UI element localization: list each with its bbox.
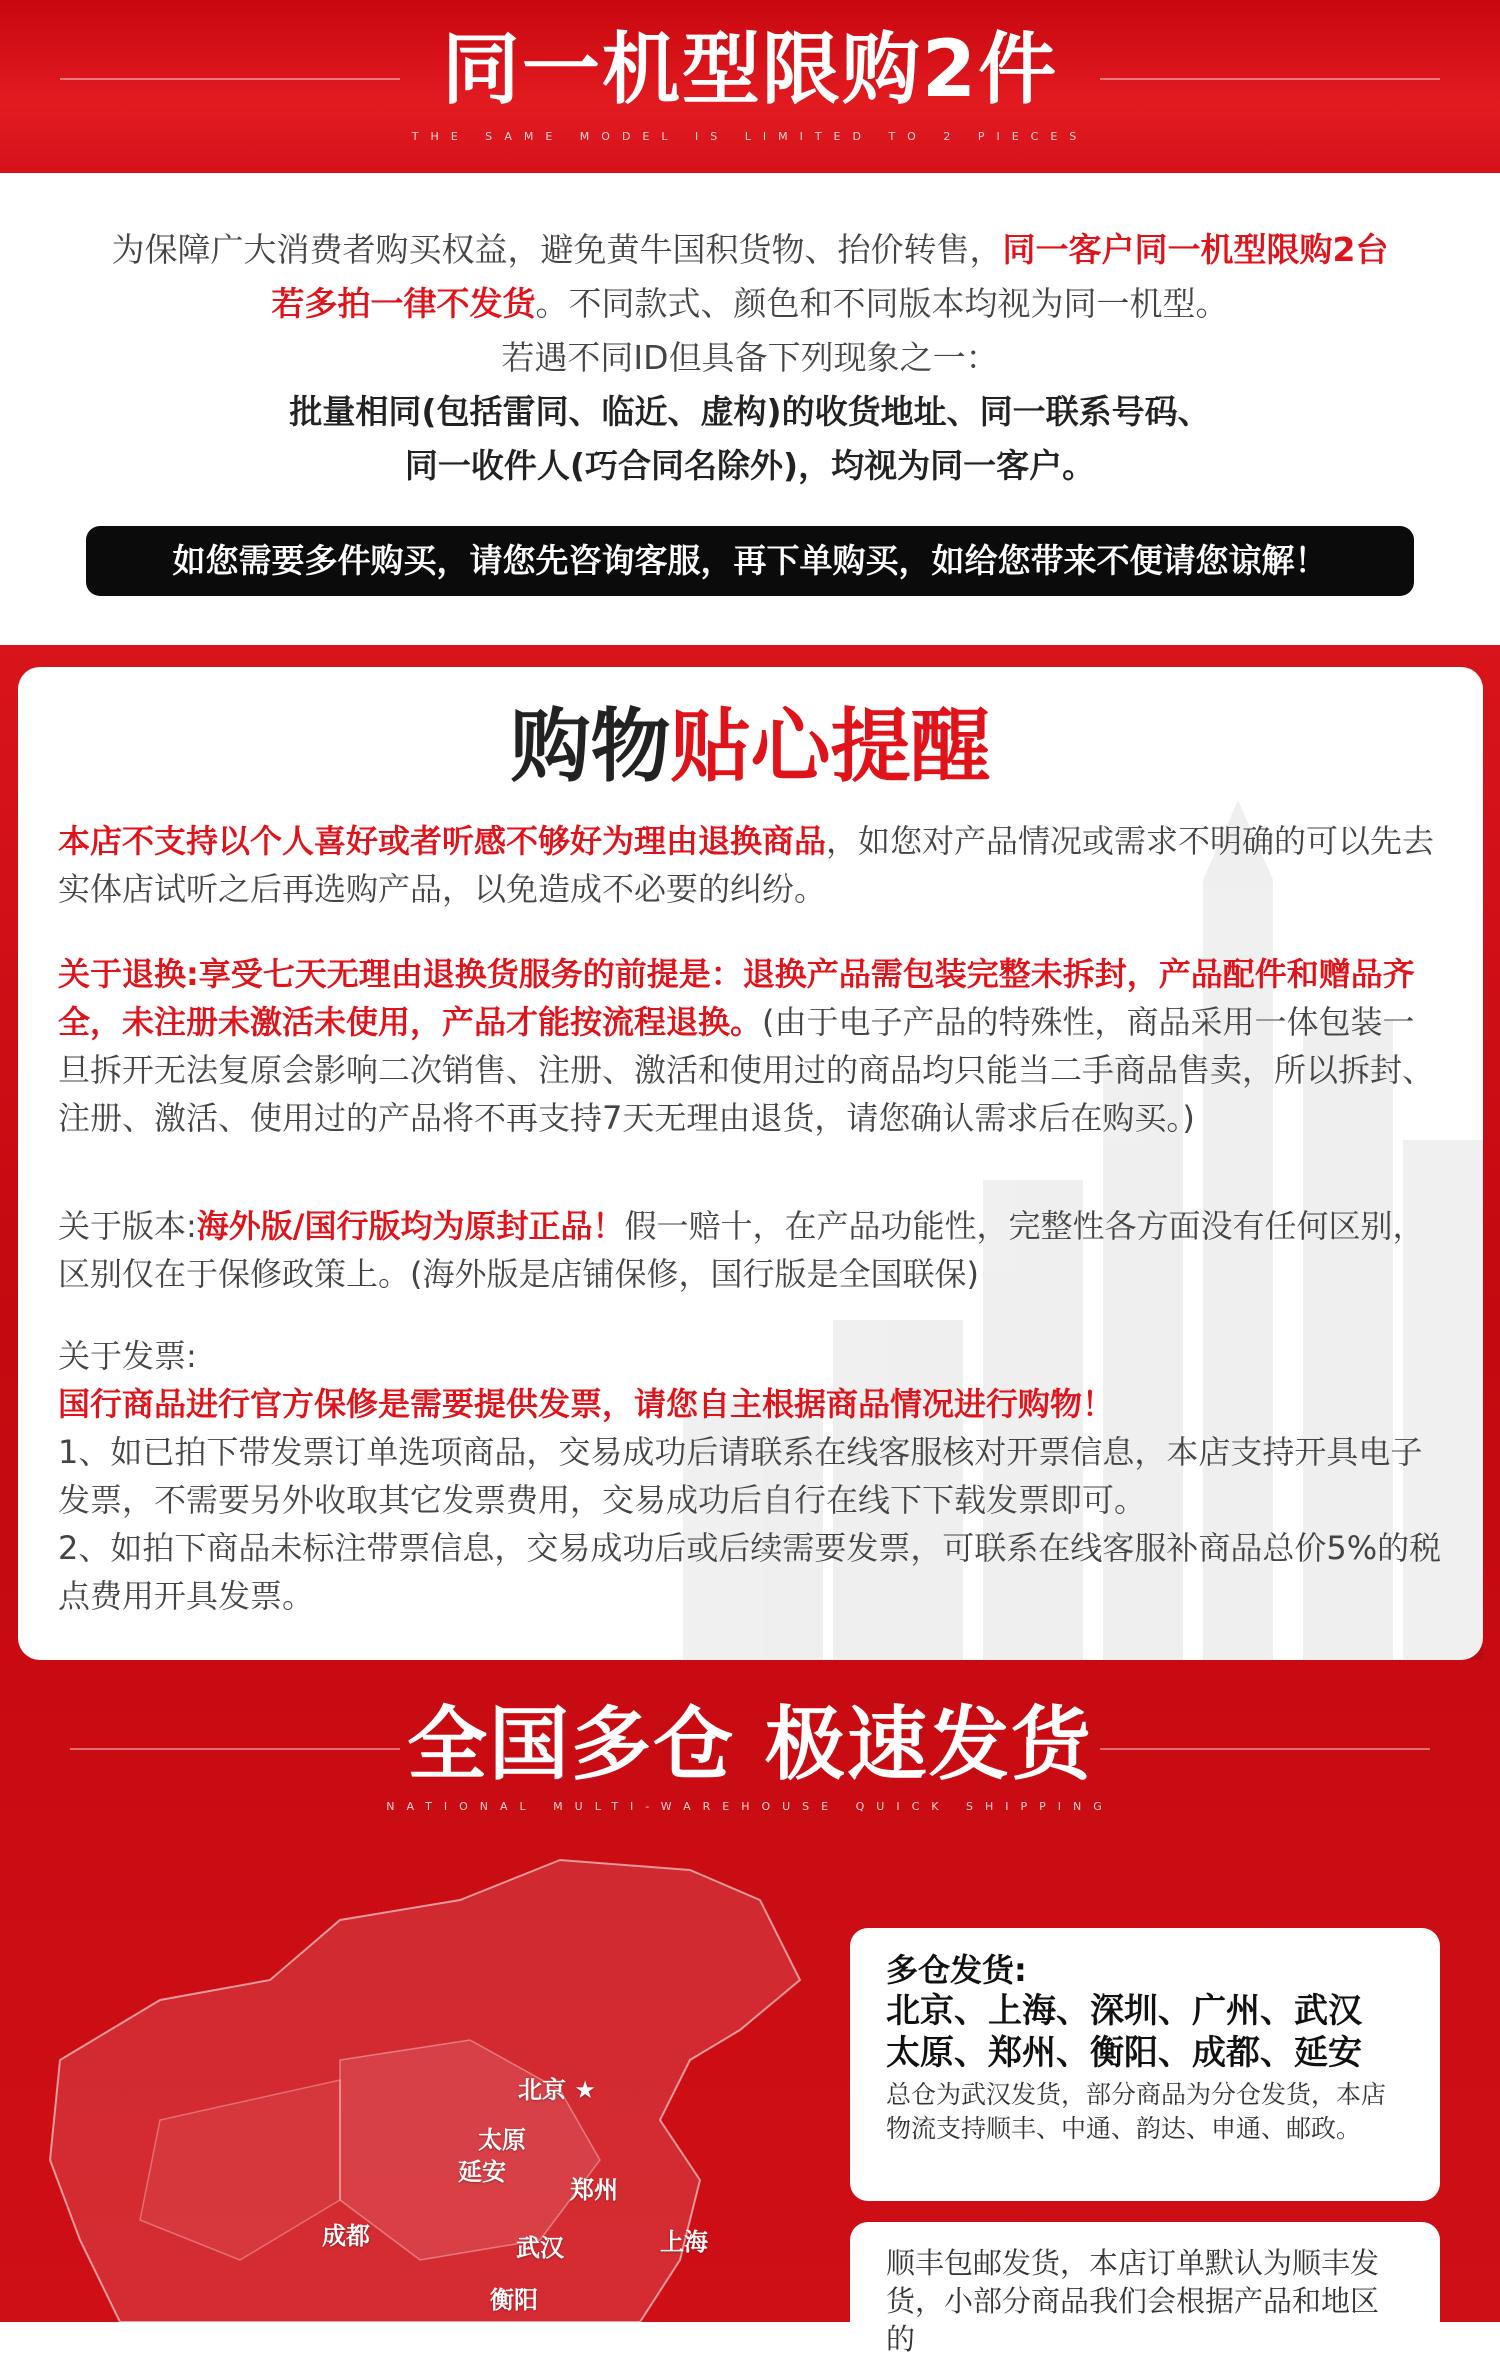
limit-line-2	[40, 277, 1460, 331]
reminder-para-3-prefix: 关于版本:	[58, 1207, 197, 1245]
reminder-para-2	[58, 950, 1443, 1142]
map-city-chengdu: 成都	[322, 2222, 370, 2250]
invoice-heading: 关于发票:	[58, 1337, 197, 1375]
limit-line-1	[40, 223, 1460, 277]
limit-line-3: 若遇不同ID但具备下列现象之一：	[501, 338, 999, 377]
warehouse-note: 总仓为武汉发货，部分商品为分仓发货，本店物流支持顺丰、中通、韵达、申通、邮政。	[886, 2080, 1387, 2143]
shopping-reminder-card	[18, 667, 1483, 1660]
limit-line-4: 批量相同(包括雷同、临近、虚构)的收货地址、同一联系号码、	[289, 392, 1211, 431]
reminder-para-4	[58, 1332, 1443, 1620]
map-city-shanghai: 上海	[660, 2228, 708, 2256]
reminder-para-1-normal: ，如您对产品情况或需求不明确的可以先去实体店试听之后再选购产品，以免造成不必要的纠纷。	[58, 822, 1435, 908]
reminder-para-2-normal: (由于电子产品的特殊性，商品采用一体包装一旦拆开无法复原会影响二次销售、注册、激活和使用过的商品均只能当二手商品售卖，所以拆封、注册、激活、使用过的产品将不再支持7天无理由退货，请您确认需求后在购买。)	[58, 1003, 1435, 1137]
reminder-para-2-red: 关于退换:享受七天无理由退换货服务的前提是：退换产品需包装完整未拆封，产品配件和赠品齐全，未注册未激活未使用，产品才能按流程退换。	[58, 955, 1415, 1041]
map-city-beijing-label: 北京	[518, 2076, 566, 2104]
limit-text	[40, 223, 1460, 493]
map-city-hengyang: 衡阳	[490, 2286, 538, 2314]
reminder-title-black: 购物	[510, 700, 671, 793]
reminder-para-1	[58, 817, 1443, 913]
shipping-subtitle: NATIONAL MULTI-WAREHOUSE QUICK SHIPPING	[386, 1800, 1114, 1813]
limit-line-1-normal: 为保障广大消费者购买权益，避免黄牛国积货物、抬价转售，	[111, 230, 1003, 269]
china-map	[40, 1860, 860, 2322]
reminder-para-3-normal: 假一赔十，在产品功能性，完整性各方面没有任何区别，区别仅在于保修政策上。(海外版是店铺保修，国行版是全国联保)	[58, 1207, 1425, 1293]
limit-banner	[0, 0, 1500, 173]
map-city-beijing	[518, 2070, 596, 2105]
reminder-para-3	[58, 1202, 1443, 1298]
limit-subtitle: THE SAME MODEL IS LIMITED TO 2 PIECES	[411, 130, 1089, 143]
notice-pill: 如您需要多件购买，请您先咨询客服，再下单购买，如给您带来不便请您谅解！	[86, 526, 1414, 596]
reminder-title	[18, 697, 1483, 797]
limit-line-1-red: 同一客户同一机型限购2台	[1002, 230, 1389, 269]
map-city-zhengzhou: 郑州	[570, 2176, 618, 2204]
map-city-yanan: 延安	[458, 2158, 506, 2186]
limit-line-5: 同一收件人(巧合同名除外)，均视为同一客户。	[404, 446, 1096, 485]
limit-title: 同一机型限购2件	[441, 25, 1059, 115]
shipping-info-card	[850, 2222, 1440, 2362]
china-map-shape	[40, 1860, 860, 2322]
limit-body	[0, 173, 1500, 645]
limit-line-2-normal: 。不同款式、颜色和不同版本均视为同一机型。	[535, 284, 1229, 323]
map-city-taiyuan: 太原	[478, 2126, 526, 2154]
shipping-note: 顺丰包邮发货，本店订单默认为顺丰发货，小部分商品我们会根据产品和地区的	[886, 2246, 1380, 2356]
star-icon: ★	[574, 2076, 596, 2104]
reminder-para-3-red: 海外版/国行版均为原封正品！	[196, 1207, 625, 1245]
map-city-wuhan: 武汉	[516, 2234, 564, 2262]
shipping-title: 全国多仓 极速发货	[407, 1698, 1093, 1791]
reminder-title-red: 贴心提醒	[670, 700, 991, 793]
warehouse-info-card	[850, 1928, 1440, 2201]
limit-line-2-red: 若多拍一律不发货	[271, 284, 536, 323]
invoice-red-notice: 国行商品进行官方保修是需要提供发票，请您自主根据商品情况进行购物！	[58, 1385, 1115, 1423]
warehouse-cities-line-1: 北京、上海、深圳、广州、武汉	[886, 1991, 1362, 2031]
warehouse-heading: 多仓发货:	[886, 1951, 1027, 1989]
invoice-item-1: 1、如已拍下带发票订单选项商品，交易成功后请联系在线客服核对开票信息，本店支持开具电子发票，不需要另外收取其它发票费用，交易成功后自行在线下下载发票即可。	[58, 1433, 1423, 1519]
invoice-item-2: 2、如拍下商品未标注带票信息，交易成功后或后续需要发票，可联系在线客服补商品总价5%的税点费用开具发票。	[58, 1529, 1442, 1615]
warehouse-cities-line-2: 太原、郑州、衡阳、成都、延安	[886, 2033, 1362, 2073]
reminder-para-1-red: 本店不支持以个人喜好或者听感不够好为理由退换商品	[58, 822, 827, 860]
